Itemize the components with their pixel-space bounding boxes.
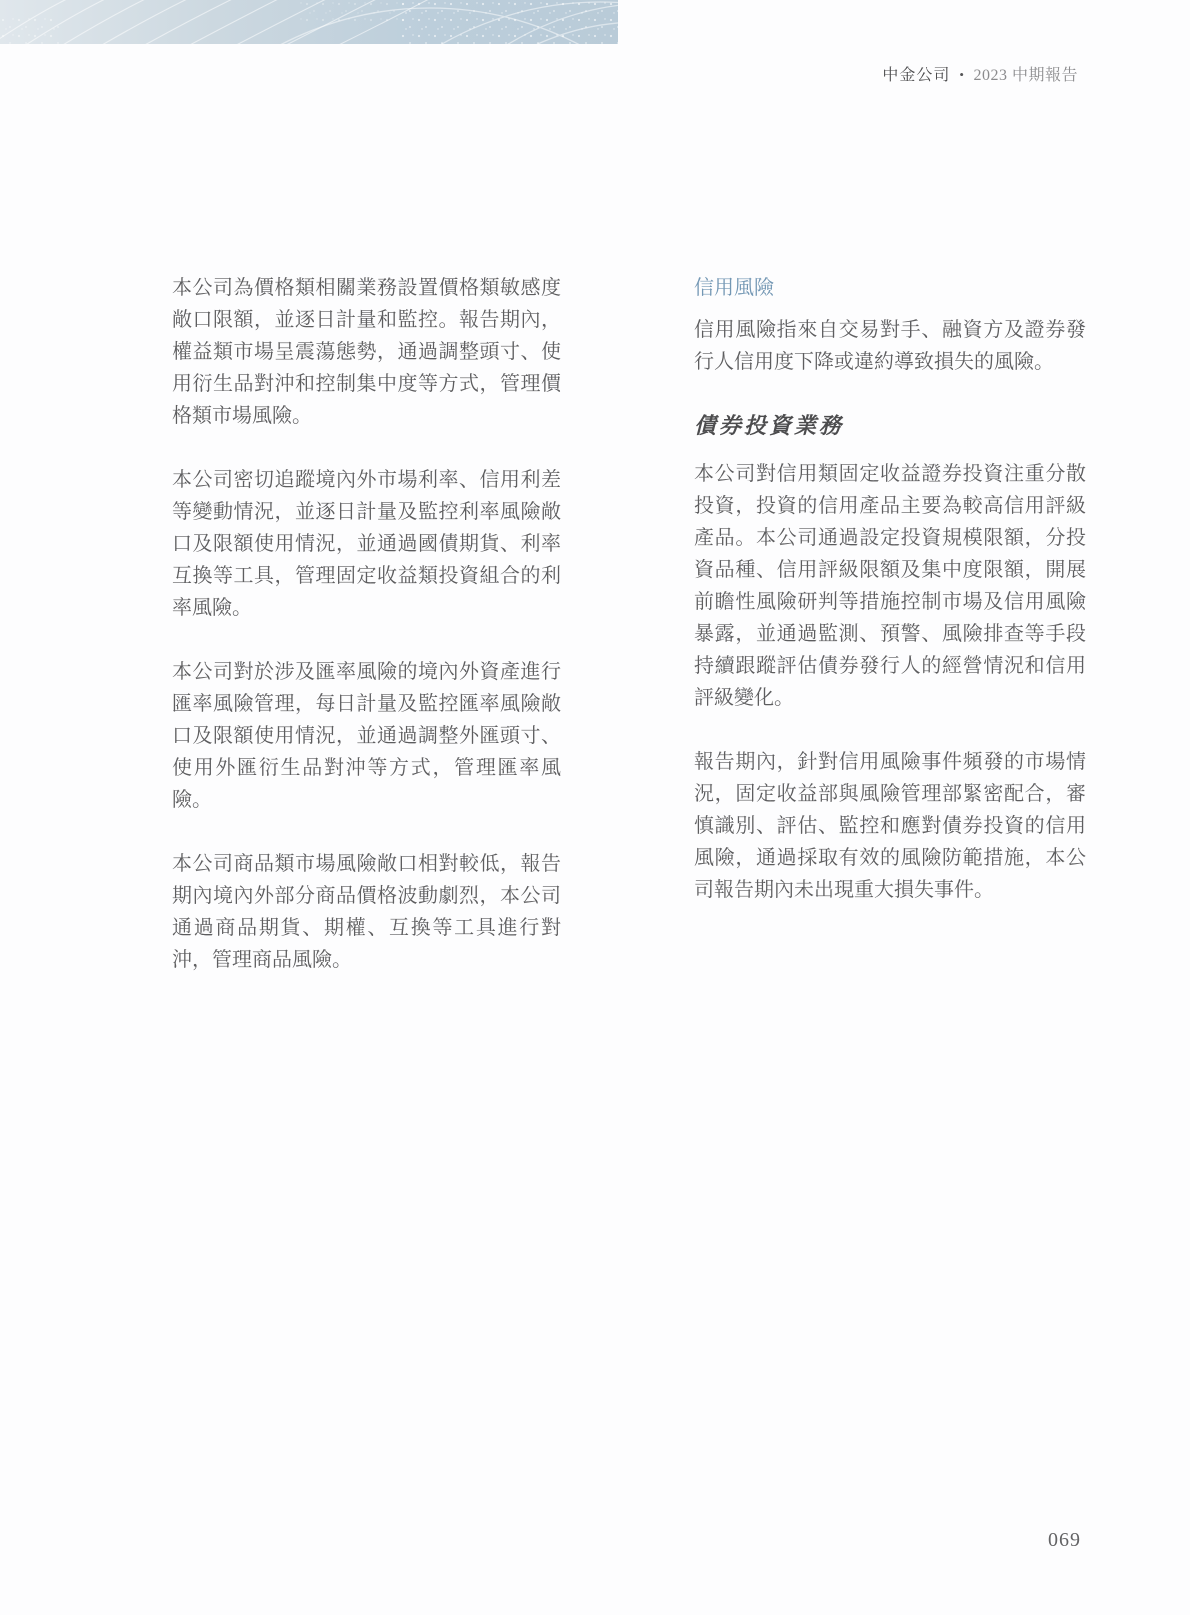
decorative-header-band bbox=[0, 0, 618, 44]
report-title: 2023 中期報告 bbox=[973, 67, 1078, 84]
page-number: 069 bbox=[1048, 1529, 1081, 1551]
paragraph-credit-risk-intro: 信用風險指來自交易對手、融資方及證券發行人信用度下降或違約導致損失的風險。 bbox=[694, 319, 1086, 373]
section-heading-credit-risk: 信用風險 bbox=[694, 277, 774, 299]
paragraph-price-risk: 本公司為價格類相關業務設置價格類敏感度敞口限額，並逐日計量和監控。報告期內，權益類市場呈震蕩態勢，通過調整頭寸、使用衍生品對沖和控制集中度等方式，管理價格類市場風險。 bbox=[172, 277, 561, 427]
paragraph-interest-risk: 本公司密切追蹤境內外市場利率、信用利差等變動情況，並逐日計量及監控利率風險敞口及限額使用情況，並通過國債期貨、利率互換等工具，管理固定收益類投資組合的利率風險。 bbox=[172, 469, 561, 619]
left-column bbox=[172, 272, 561, 1008]
paragraph-fx-risk: 本公司對於涉及匯率風險的境內外資產進行匯率風險管理，每日計量及監控匯率風險敞口及限額使用情況，並通過調整外匯頭寸、使用外匯衍生品對沖等方式，管理匯率風險。 bbox=[172, 661, 561, 811]
right-column bbox=[694, 272, 1086, 938]
subsection-heading-bond-investment: 債券投資業務 bbox=[694, 413, 845, 438]
paragraph-bond-investment-controls: 本公司對信用類固定收益證券投資注重分散投資，投資的信用產品主要為較高信用評級產品。本公司通過設定投資規模限額，分投資品種、信用評級限額及集中度限額，開展前瞻性風險研判等措施控制市場及信用風險暴露，並通過監測、預警、風險排查等手段持續跟蹤評估債券發行人的經營情況和信用評級變化。 bbox=[694, 463, 1086, 709]
company-name: 中金公司 bbox=[882, 67, 951, 84]
running-header bbox=[0, 64, 1078, 87]
bullet-separator-icon: • bbox=[959, 67, 965, 82]
paragraph-bond-investment-period: 報告期內，針對信用風險事件頻發的市場情況，固定收益部與風險管理部緊密配合，審慎識別、評估、監控和應對債券投資的信用風險，通過採取有效的風險防範措施，本公司報告期內未出現重大損失事件。 bbox=[694, 751, 1086, 901]
paragraph-commodity-risk: 本公司商品類市場風險敞口相對較低，報告期內境內外部分商品價格波動劇烈，本公司通過商品期貨、期權、互換等工具進行對沖，管理商品風險。 bbox=[172, 853, 561, 971]
wave-pattern-graphic bbox=[0, 0, 618, 44]
